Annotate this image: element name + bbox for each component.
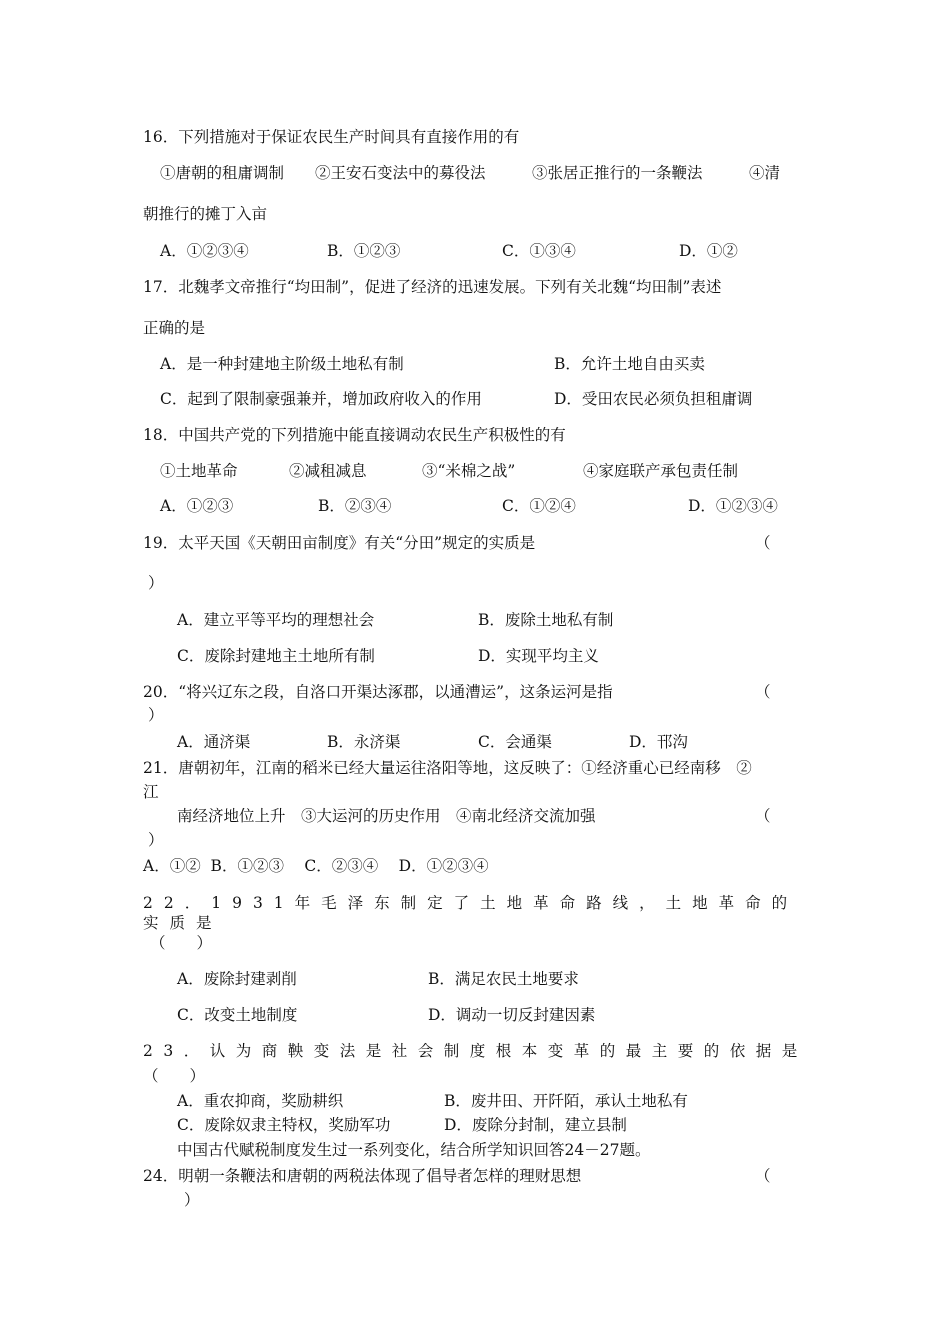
question-16-option-a: A．①②③④ [160,242,249,260]
question-20-option-c: C．会通渠 [478,733,552,751]
answer-paren-open: （ [755,683,771,701]
question-22-stem [143,893,807,933]
question-20-option-a: A．通济渠 [177,733,251,751]
answer-paren-close: ） [148,574,164,592]
question-23-option-a: A．重农抑商，奖励耕织 [177,1092,344,1110]
question-18-item-3: ③“米棉之战” [422,462,516,480]
question-21-stem-cont: 江 [143,783,159,801]
question-20-option-d: D．邗沟 [629,733,688,751]
answer-paren: （ ） [143,1067,206,1085]
question-19-option-d: D．实现平均主义 [478,647,599,665]
question-17-stem: 17．北魏孝文帝推行“均田制”，促进了经济的迅速发展。下列有关北魏“均田制”表述 [143,278,722,296]
answer-paren-close: ） [148,831,164,849]
question-17-stem-cont: 正确的是 [143,319,206,337]
question-22-stem-text: 22．1931年毛泽东制定了土地革命路线，土地革命的实质是 [143,894,799,932]
question-23-stem: 23．认为商鞅变法是社会制度根本变革的最主要的依据是 [143,1042,808,1060]
question-17-option-d: D．受田农民必须负担租庸调 [554,390,753,408]
answer-paren-close: ） [148,706,164,724]
question-23-option-c: C．废除奴隶主特权，奖励军功 [177,1116,391,1134]
question-18-item-2: ②减租减息 [289,462,367,480]
question-20-option-b: B．永济渠 [327,733,401,751]
question-20-stem: 20．“将兴辽东之段，自洛口开渠达涿郡，以通漕运”，这条运河是指 [143,683,613,701]
question-23-option-b: B．废井田、开阡陌，承认土地私有 [444,1092,688,1110]
question-17-option-c: C．起到了限制豪强兼并，增加政府收入的作用 [160,390,482,408]
question-18-option-a: A．①②③ [160,497,234,515]
question-21-stem: 21．唐朝初年，江南的稻米已经大量运往洛阳等地，这反映了：①经济重心已经南移 ② [143,759,752,777]
question-19-option-a: A．建立平等平均的理想社会 [177,611,375,629]
question-21-items: 南经济地位上升 ③大运河的历史作用 ④南北经济交流加强 [177,807,596,825]
question-16-option-c: C．①③④ [502,242,576,260]
answer-paren-open: （ [755,807,771,825]
question-18-option-b: B．②③④ [318,497,392,515]
question-18-item-1: ①土地革命 [160,462,238,480]
question-22-option-a: A．废除封建剥削 [177,970,297,988]
question-22-option-b: B．满足农民土地要求 [428,970,579,988]
question-16-option-d: D．①② [679,242,738,260]
question-16-stem: 16．下列措施对于保证农民生产时间具有直接作用的有 [143,128,520,146]
question-18-stem: 18．中国共产党的下列措施中能直接调动农民生产积极性的有 [143,426,566,444]
question-22-option-d: D．调动一切反封建因素 [428,1006,596,1024]
section-intro: 中国古代赋税制度发生过一系列变化，结合所学知识回答24－27题。 [177,1141,651,1159]
question-17-option-b: B．允许土地自由买卖 [554,355,705,373]
question-16-option-b: B．①②③ [327,242,401,260]
answer-paren-open: （ [755,534,771,552]
question-16-items: ①唐朝的租庸调制 ②王安石变法中的募役法 ③张居正推行的一条鞭法 ④清 [160,164,781,182]
question-24-stem: 24．明朝一条鞭法和唐朝的两税法体现了倡导者怎样的理财思想 [143,1167,582,1185]
question-18-item-4: ④家庭联产承包责任制 [583,462,739,480]
answer-paren: （ ） [150,934,213,952]
question-21-options: A．①② B．①②③ C．②③④ D．①②③④ [143,857,489,875]
answer-paren-close: ） [184,1191,200,1209]
question-16-items-cont: 朝推行的摊丁入亩 [143,205,268,223]
question-23-option-d: D．废除分封制，建立县制 [444,1116,627,1134]
question-18-option-d: D．①②③④ [688,497,778,515]
question-19-option-c: C．废除封建地主土地所有制 [177,647,375,665]
question-19-stem: 19．太平天国《天朝田亩制度》有关“分田”规定的实质是 [143,534,536,552]
question-19-option-b: B．废除土地私有制 [478,611,614,629]
question-18-option-c: C．①②④ [502,497,576,515]
question-22-option-c: C．改变土地制度 [177,1006,298,1024]
answer-paren-open: （ [755,1167,771,1185]
question-17-option-a: A．是一种封建地主阶级土地私有制 [160,355,404,373]
